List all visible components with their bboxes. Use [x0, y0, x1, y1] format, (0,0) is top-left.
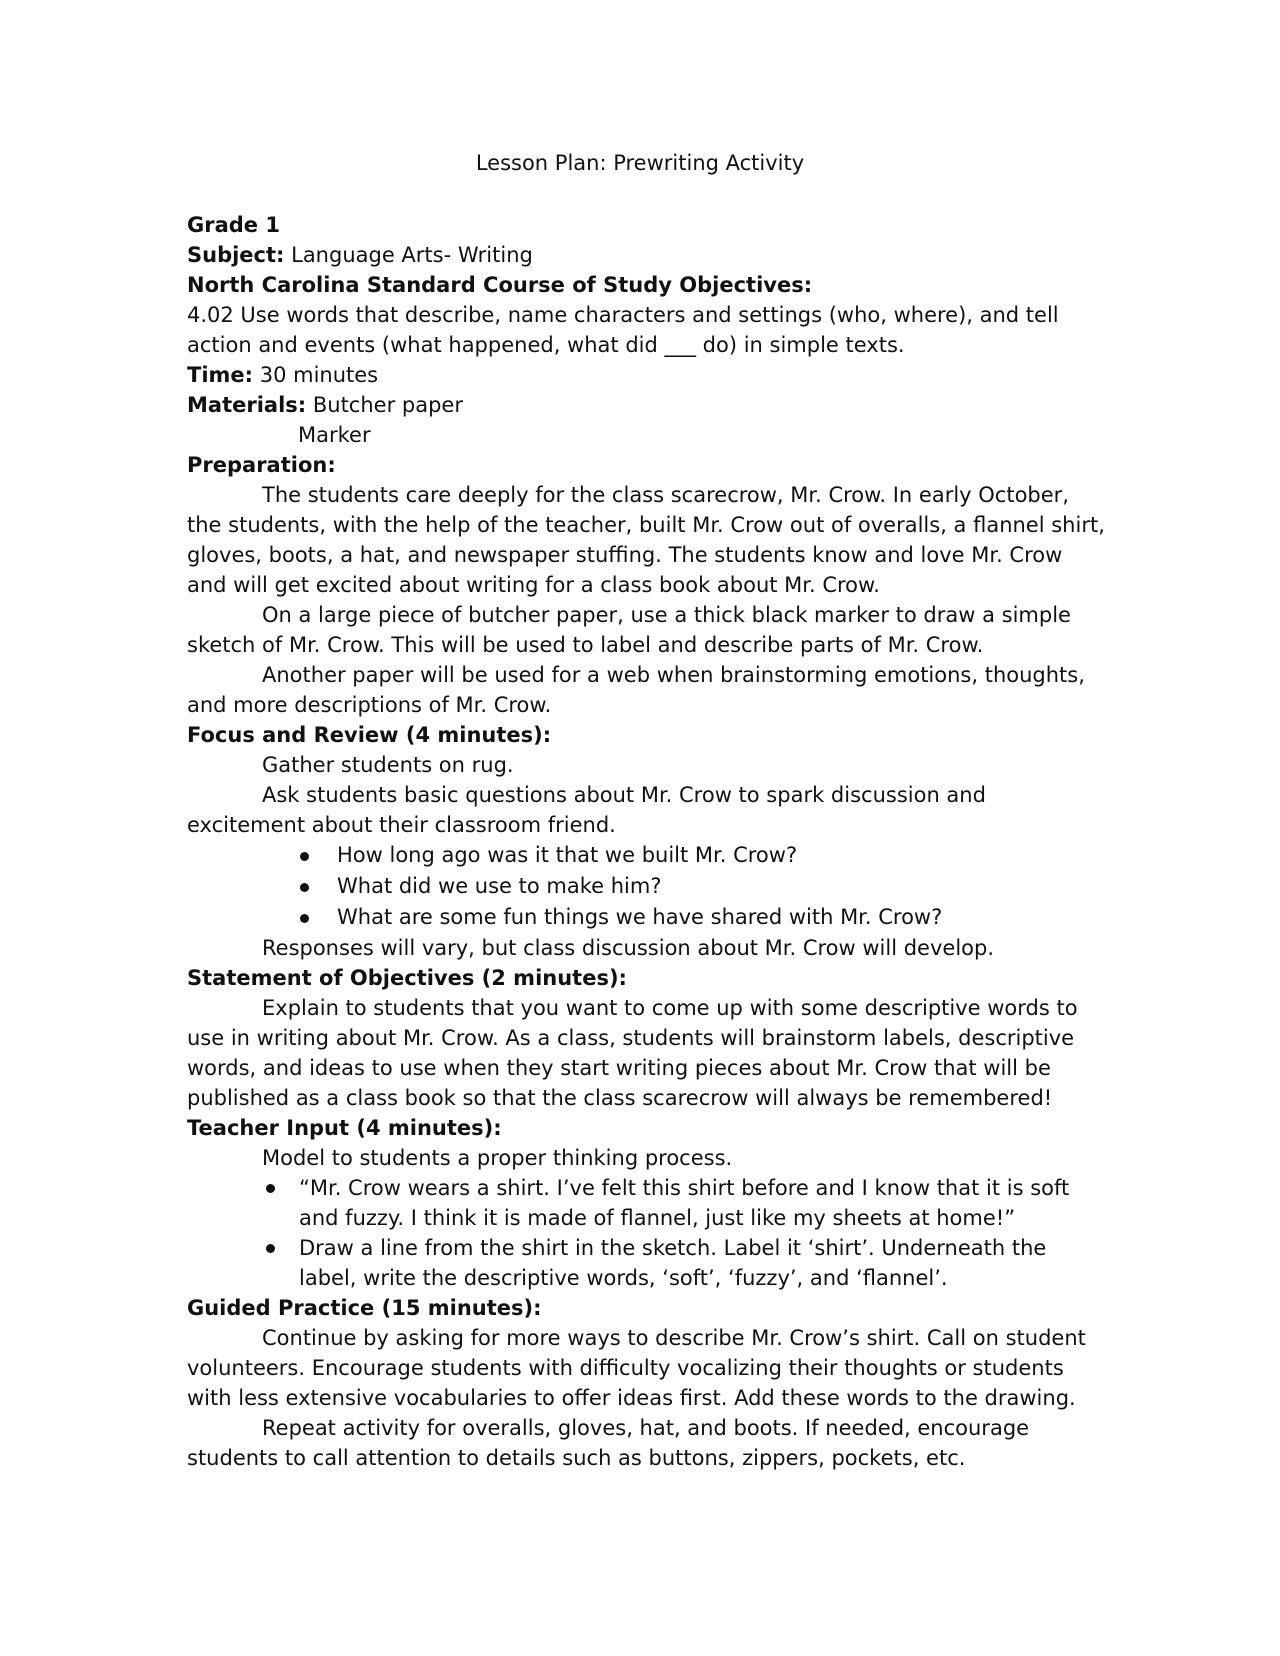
paragraph-line: the students, with the help of the teacher, built Mr. Crow out of overalls, a flannel shirt, — [187, 513, 1105, 537]
paragraph-line: published as a class book so that the class scarecrow will always be remembered! — [187, 1086, 1053, 1110]
paragraph-line: with less extensive vocabularies to offer ideas first. Add these words to the drawing. — [187, 1386, 1076, 1410]
paragraph-line: Gather students on rug. — [262, 753, 514, 777]
bullet-icon — [300, 852, 309, 861]
paragraph-line: Another paper will be used for a web when brainstorming emotions, thoughts, — [262, 663, 1085, 687]
material-item: Butcher paper — [312, 393, 463, 417]
guided-heading: Guided Practice (15 minutes): — [187, 1296, 542, 1320]
paragraph-line: use in writing about Mr. Crow. As a class, students will brainstorm labels, descriptive — [187, 1026, 1075, 1050]
paragraph-line: The students care deeply for the class scarecrow, Mr. Crow. In early October, — [262, 483, 1069, 507]
materials-label: Materials: — [187, 393, 307, 417]
page-title: Lesson Plan: Prewriting Activity — [475, 151, 805, 175]
paragraph-line: words, and ideas to use when they start writing pieces about Mr. Crow that will be — [187, 1056, 1051, 1080]
list-item — [187, 871, 1087, 902]
subject-line — [187, 240, 1087, 270]
paragraph-line: Responses will vary, but class discussion about Mr. Crow will develop. — [262, 936, 995, 960]
list-item — [187, 1233, 1087, 1293]
time-value: 30 minutes — [253, 363, 379, 387]
bullet-icon — [300, 883, 309, 892]
list-item-line: and fuzzy. I think it is made of flannel, just like my sheets at home!” — [299, 1206, 1016, 1230]
statement-heading: Statement of Objectives (2 minutes): — [187, 966, 627, 990]
paragraph-line: Continue by asking for more ways to describe Mr. Crow’s shirt. Call on student — [262, 1326, 1086, 1350]
materials-line — [187, 390, 1087, 420]
paragraph-line: volunteers. Encourage students with difficulty vocalizing their thoughts or students — [187, 1356, 1064, 1380]
paragraph-line: and will get excited about writing for a class book about Mr. Crow. — [187, 573, 880, 597]
time-line — [187, 360, 1087, 390]
paragraph-line: students to call attention to details such as buttons, zippers, pockets, etc. — [187, 1446, 966, 1470]
material-item: Marker — [298, 423, 371, 447]
paragraph-line: Ask students basic questions about Mr. Crow to spark discussion and — [262, 783, 986, 807]
list-item — [187, 902, 1087, 933]
objectives-line: action and events (what happened, what did ___ do) in simple texts. — [187, 333, 905, 357]
list-item-line: label, write the descriptive words, ‘soft’, ‘fuzzy’, and ‘flannel’. — [299, 1266, 948, 1290]
list-item-text: What are some fun things we have shared with Mr. Crow? — [337, 905, 943, 929]
bullet-icon — [266, 1244, 275, 1253]
grade-heading: Grade 1 — [187, 213, 280, 237]
paragraph-line: Model to students a proper thinking process. — [262, 1146, 733, 1170]
paragraph-line: excitement about their classroom friend. — [187, 813, 616, 837]
focus-question-list — [187, 840, 1087, 933]
focus-heading: Focus and Review (4 minutes): — [187, 723, 552, 747]
material-item-row — [187, 420, 1087, 450]
paragraph-line: and more descriptions of Mr. Crow. — [187, 693, 552, 717]
list-item-line: “Mr. Crow wears a shirt. I’ve felt this shirt before and I know that it is soft — [299, 1176, 1070, 1200]
list-item — [187, 840, 1087, 871]
time-label: Time: — [187, 363, 254, 387]
preparation-heading: Preparation: — [187, 453, 336, 477]
paragraph-line: Repeat activity for overalls, gloves, hat, and boots. If needed, encourage — [262, 1416, 1030, 1440]
teacher-bullet-list — [187, 1173, 1087, 1293]
paragraph-line: On a large piece of butcher paper, use a thick black marker to draw a simple — [262, 603, 1071, 627]
paragraph-line: gloves, boots, a hat, and newspaper stuffing. The students know and love Mr. Crow — [187, 543, 1063, 567]
objectives-line: 4.02 Use words that describe, name characters and settings (who, where), and tell — [187, 303, 1059, 327]
subject-label: Subject: — [187, 243, 285, 267]
list-item-text: What did we use to make him? — [337, 874, 662, 898]
document-body — [187, 210, 1105, 1473]
list-item-line: Draw a line from the shirt in the sketch. Label it ‘shirt’. Underneath the — [299, 1236, 1047, 1260]
paragraph-line: sketch of Mr. Crow. This will be used to label and describe parts of Mr. Crow. — [187, 633, 984, 657]
list-item — [187, 1173, 1087, 1233]
bullet-icon — [300, 914, 309, 923]
subject-value: Language Arts- Writing — [284, 243, 533, 267]
objectives-heading: North Carolina Standard Course of Study Objectives: — [187, 273, 813, 297]
teacher-heading: Teacher Input (4 minutes): — [187, 1116, 502, 1140]
bullet-icon — [266, 1184, 275, 1193]
list-item-text: How long ago was it that we built Mr. Crow? — [337, 843, 798, 867]
paragraph-line: Explain to students that you want to come up with some descriptive words to — [262, 996, 1078, 1020]
